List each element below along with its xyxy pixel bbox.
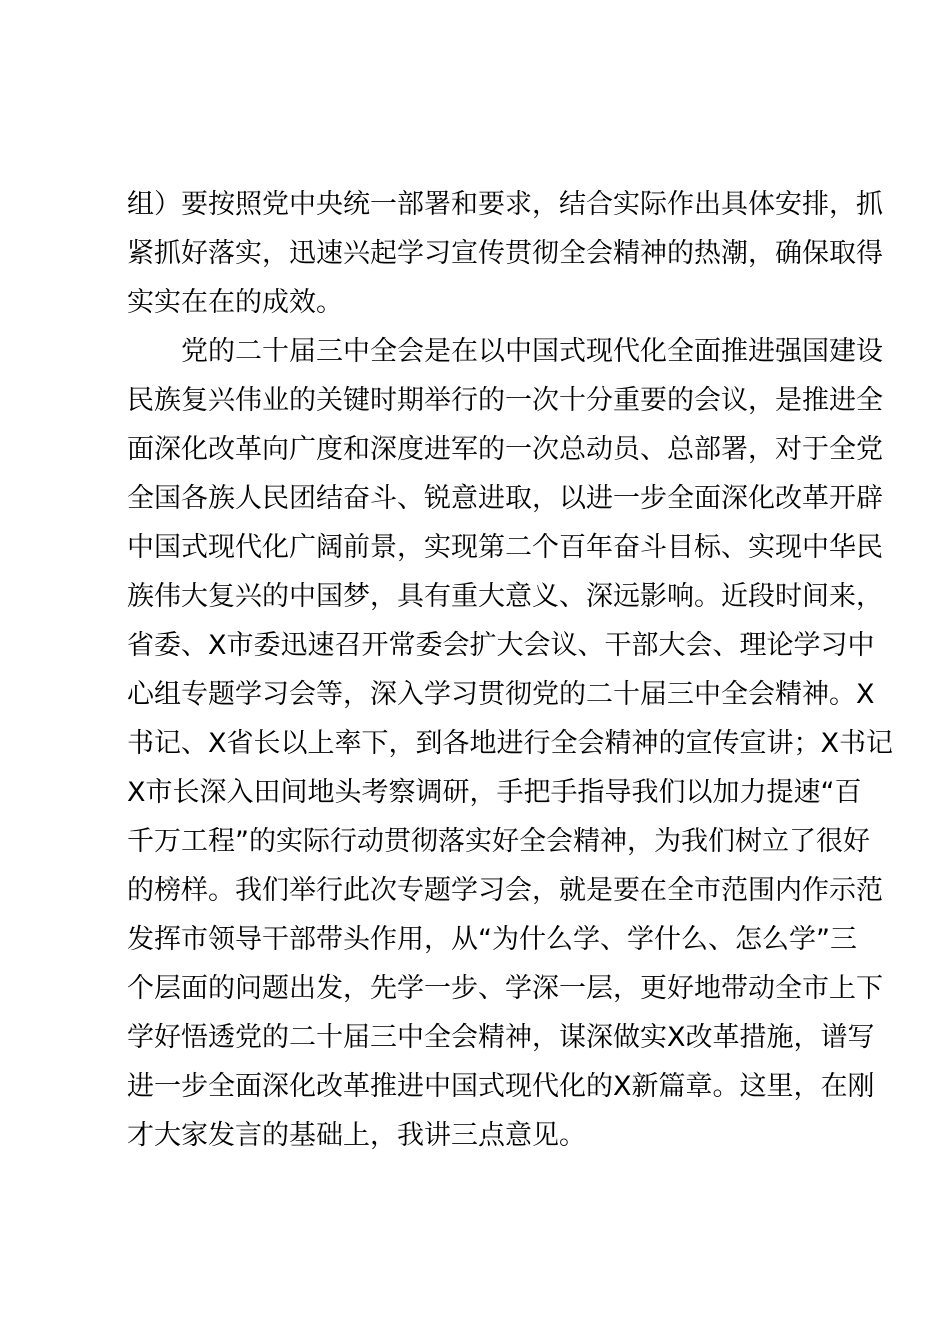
text-line: 学好悟透党的二十届三中全会精神，谋深做实X改革措施，谱写 bbox=[127, 1022, 875, 1053]
text-line: 中国式现代化广阔前景，实现第二个百年奋斗目标、实现中华民 bbox=[127, 532, 883, 563]
text-line: 的榜样。我们举行此次专题学习会，就是要在全市范围内作示范 bbox=[127, 875, 883, 906]
text-line: 省委、X市委迅速召开常委会扩大会议、干部大会、理论学习中 bbox=[127, 630, 875, 661]
text-line: 紧抓好落实，迅速兴起学习宣传贯彻全会精神的热潮，确保取得 bbox=[127, 238, 883, 269]
paragraph-main bbox=[127, 327, 893, 1160]
text-line: 心组专题学习会等，深入学习贯彻党的二十届三中全会精神。X bbox=[127, 679, 875, 710]
paragraph-continuation bbox=[127, 180, 883, 327]
text-line: 个层面的问题出发，先学一步、学深一层，更好地带动全市上下 bbox=[127, 973, 883, 1004]
text-line: 书记、X省长以上率下，到各地进行全会精神的宣传宣讲；X书记 bbox=[127, 728, 893, 759]
text-line: 全国各族人民团结奋斗、锐意进取，以进一步全面深化改革开辟 bbox=[127, 483, 883, 514]
text-line: 面深化改革向广度和深度进军的一次总动员、总部署，对于全党 bbox=[127, 434, 883, 465]
text-line: X市长深入田间地头考察调研，手把手指导我们以加力提速“百 bbox=[127, 777, 862, 808]
text-line: 发挥市领导干部带头作用，从“为什么学、学什么、怎么学”三 bbox=[127, 924, 857, 955]
text-line: 实实在在的成效。 bbox=[127, 287, 343, 318]
text-line: 族伟大复兴的中国梦，具有重大意义、深远影响。近段时间来， bbox=[127, 581, 883, 612]
text-line: 组）要按照党中央统一部署和要求，结合实际作出具体安排，抓 bbox=[127, 189, 883, 220]
text-line: 进一步全面深化改革推进中国式现代化的X新篇章。这里，在刚 bbox=[127, 1071, 875, 1102]
text-line: 千万工程”的实际行动贯彻落实好全会精神，为我们树立了很好 bbox=[127, 826, 870, 857]
text-line: 民族复兴伟业的关键时期举行的一次十分重要的会议，是推进全 bbox=[127, 385, 883, 416]
text-line: 才大家发言的基础上，我讲三点意见。 bbox=[127, 1120, 586, 1151]
text-line-indented: 党的二十届三中全会是在以中国式现代化全面推进强国建设 bbox=[181, 336, 883, 367]
